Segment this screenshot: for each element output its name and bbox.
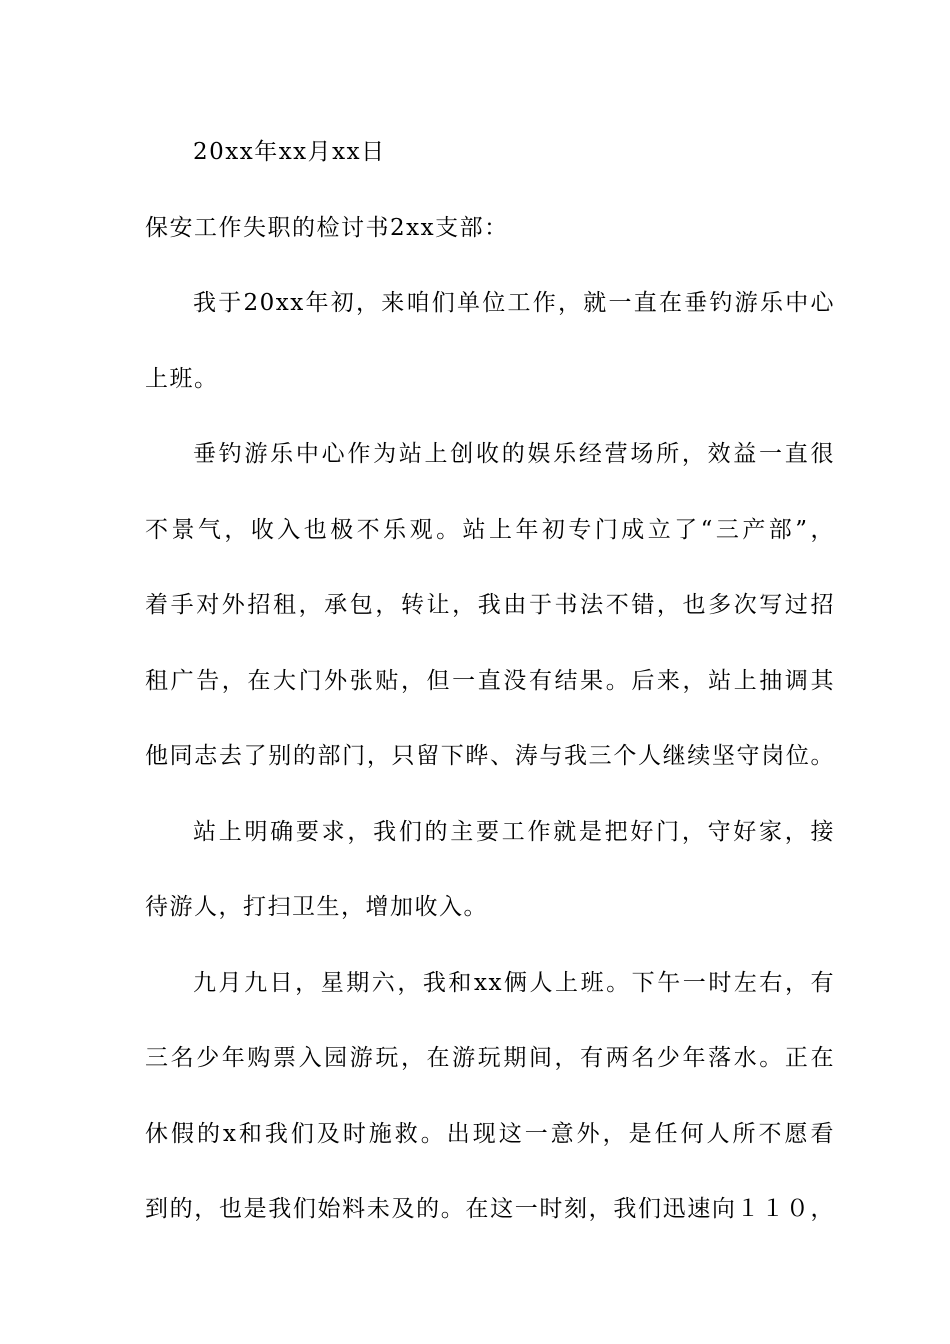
paragraph-line: 九月九日，星期六，我和xx俩人上班。下午一时左右，有 [193, 970, 835, 996]
paragraph-line: 上班。 [145, 366, 219, 392]
paragraph-line: 三名少年购票入园游玩，在游玩期间，有两名少年落水。正在 [145, 1045, 835, 1071]
paragraph-line: 我于20xx年初，来咱们单位工作，就一直在垂钓游乐中心 [193, 290, 835, 316]
paragraph-line: 垂钓游乐中心作为站上创收的娱乐经营场所，效益一直很 [193, 441, 835, 467]
paragraph-line: 租广告，在大门外张贴，但一直没有结果。后来，站上抽调其 [145, 668, 835, 694]
paragraph-line: 不景气，收入也极不乐观。站上年初专门成立了“三产部”， [145, 517, 835, 543]
paragraph-line: 着手对外招租，承包，转让，我由于书法不错，也多次写过招 [145, 592, 835, 618]
date-line: 20xx年xx月xx日 [193, 139, 386, 165]
paragraph-line: 到的，也是我们始料未及的。在这一时刻，我们迅速向１１０， [145, 1196, 835, 1222]
paragraph-line: 休假的x和我们及时施救。出现这一意外，是任何人所不愿看 [145, 1121, 835, 1147]
paragraph-line: 他同志去了别的部门，只留下晔、涛与我三个人继续坚守岗位。 [145, 743, 835, 769]
paragraph-line: 待游人，打扫卫生，增加收入。 [145, 894, 488, 920]
paragraph-line: 站上明确要求，我们的主要工作就是把好门，守好家，接 [193, 819, 835, 845]
title-line: 保安工作失职的检讨书2xx支部： [145, 215, 509, 241]
